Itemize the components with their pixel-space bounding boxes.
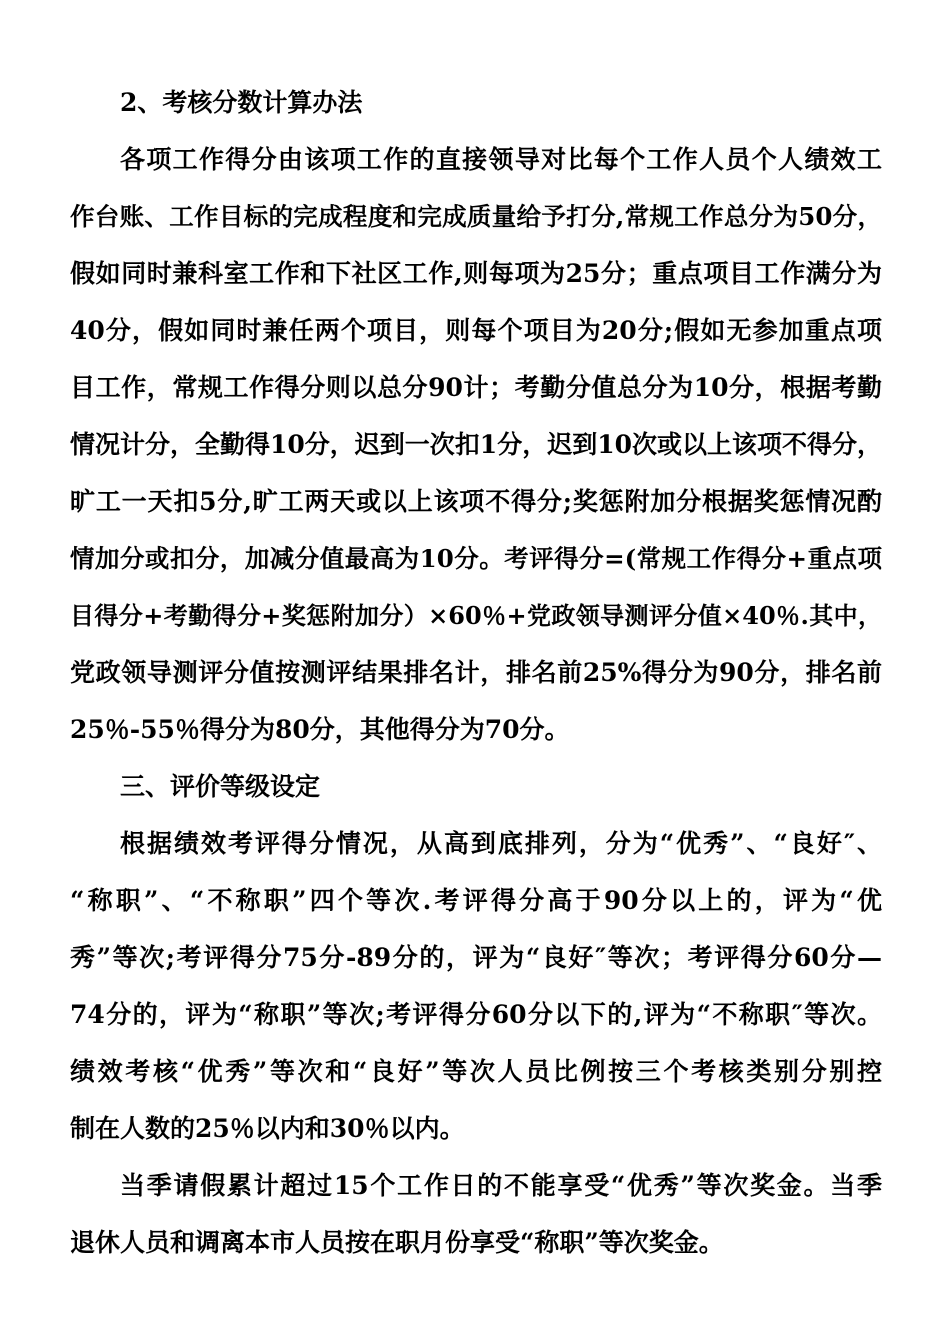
paragraph-line: 74分的，评为“称职”等次;考评得分60分以下的,评为“不称职″等次。 bbox=[70, 1000, 882, 1029]
heading-rating-levels: 三、评价等级设定 bbox=[120, 772, 321, 801]
paragraph-line: 退休人员和调离本市人员按在职月份享受“称职”等次奖金。 bbox=[70, 1228, 724, 1257]
paragraph-line: 制在人数的25％以内和30％以内。 bbox=[70, 1114, 465, 1143]
paragraph-line: 绩效考核“优秀”等次和“良好”等次人员比例按三个考核类别分别控 bbox=[70, 1057, 882, 1086]
heading-score-calculation: 2、考核分数计算办法 bbox=[120, 88, 363, 117]
paragraph-line: 目得分+考勤得分+奖惩附加分）×60％+党政领导测评分值×40％.其中， bbox=[70, 601, 882, 630]
paragraph-line: 秀”等次;考评得分75分-89分的，评为“良好″等次；考评得分60分— bbox=[70, 943, 882, 972]
paragraph-line: 各项工作得分由该项工作的直接领导对比每个工作人员个人绩效工 bbox=[120, 145, 882, 174]
paragraph-line: 40分，假如同时兼任两个项目，则每个项目为20分;假如无参加重点项 bbox=[70, 316, 882, 345]
paragraph-line: 旷工一天扣5分,旷工两天或以上该项不得分;奖惩附加分根据奖惩情况酌 bbox=[70, 487, 882, 516]
paragraph-line: 情加分或扣分，加减分值最高为10分。考评得分=(常规工作得分+重点项 bbox=[70, 544, 882, 573]
paragraph-line: 作台账、工作目标的完成程度和完成质量给予打分,常规工作总分为50分， bbox=[70, 202, 882, 231]
paragraph-line: 根据绩效考评得分情况，从高到底排列，分为“优秀”、“良好″、 bbox=[120, 829, 882, 858]
paragraph-line: “称职”、“不称职”四个等次.考评得分高于90分以上的，评为“优 bbox=[70, 886, 882, 915]
paragraph-line: 目工作，常规工作得分则以总分90计；考勤分值总分为10分，根据考勤 bbox=[70, 373, 882, 402]
paragraph-line: 党政领导测评分值按测评结果排名计，排名前25%得分为90分，排名前 bbox=[70, 658, 882, 687]
paragraph-line: 情况计分，全勤得10分，迟到一次扣1分，迟到10次或以上该项不得分， bbox=[70, 430, 882, 459]
paragraph-line: 假如同时兼科室工作和下社区工作,则每项为25分；重点项目工作满分为 bbox=[70, 259, 882, 288]
paragraph-line: 25％-55％得分为80分，其他得分为70分。 bbox=[70, 715, 570, 744]
paragraph-line: 当季请假累计超过15个工作日的不能享受“优秀”等次奖金。当季 bbox=[120, 1171, 882, 1200]
